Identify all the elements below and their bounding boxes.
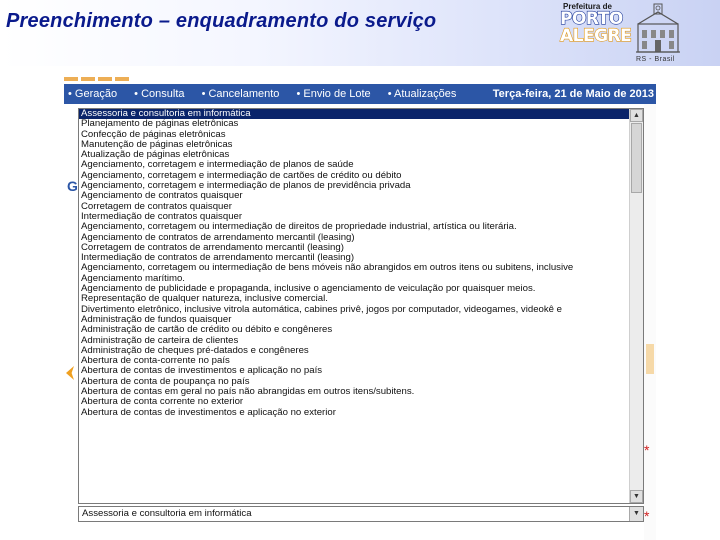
list-item[interactable]: Agenciamento de publicidade e propaganda, inclusive o agenciamento de veiculação por quaisquer meios. xyxy=(81,284,536,295)
list-item[interactable]: Agenciamento de contratos quaisquer xyxy=(81,191,243,202)
list-item[interactable]: Administração de cartão de crédito ou débito e congêneres xyxy=(81,325,333,336)
list-item[interactable]: Corretagem de contratos quaisquer xyxy=(81,201,232,212)
list-item[interactable]: Agenciamento, corretagem ou intermediação de bens móveis não abrangidos em outros itens ou subitens, inclusive xyxy=(81,263,574,274)
slide-header xyxy=(0,0,720,66)
list-item[interactable]: Abertura de conta-corrente no país xyxy=(81,356,230,367)
list-item[interactable]: Atualização de páginas eletrônicas xyxy=(81,150,230,161)
nav-bar xyxy=(64,84,656,104)
list-item[interactable]: Intermediação de contratos de arrendamento mercantil (leasing) xyxy=(81,253,355,264)
nav-geracao[interactable]: • Geração xyxy=(68,88,118,100)
list-item[interactable]: Abertura de conta de poupança no país xyxy=(81,376,250,387)
list-item[interactable]: Planejamento de páginas eletrônicas xyxy=(81,119,239,130)
nav-envio-de-lote[interactable]: • Envio de Lote xyxy=(296,88,371,100)
service-listbox[interactable] xyxy=(78,108,644,504)
scroll-thumb[interactable] xyxy=(631,123,642,193)
list-item[interactable]: Intermediação de contratos quaisquer xyxy=(81,211,243,222)
required-asterisk-icon: * xyxy=(644,442,650,458)
background-letter: G xyxy=(67,178,78,194)
background-left-edge xyxy=(64,104,78,540)
required-asterisk-icon: * xyxy=(644,508,650,524)
list-item[interactable]: Agenciamento, corretagem ou intermediação de direitos de propriedade industrial, artística ou literária. xyxy=(81,222,517,233)
list-item[interactable]: Agenciamento, corretagem e intermediação de planos de previdência privada xyxy=(81,181,411,192)
list-item[interactable]: Assessoria e consultoria em informática xyxy=(79,109,629,119)
slide-title: Preenchimento – enquadramento do serviço xyxy=(6,10,437,32)
list-item[interactable]: Manutenção de páginas eletrônicas xyxy=(81,139,233,150)
list-item[interactable]: Agenciamento marítimo. xyxy=(81,273,185,284)
background-bar xyxy=(646,344,654,374)
chevron-down-icon[interactable]: ▼ xyxy=(629,507,643,521)
current-date: Terça-feira, 21 de Maio de 2013 xyxy=(492,88,654,100)
list-item[interactable]: Administração de carteira de clientes xyxy=(81,335,239,346)
list-item[interactable]: Agenciamento, corretagem e intermediação de cartões de crédito ou débito xyxy=(81,170,402,181)
list-item[interactable]: Abertura de contas de investimentos e aplicação no exterior xyxy=(81,407,336,418)
list-item[interactable]: Agenciamento, corretagem e intermediação de planos de saúde xyxy=(81,160,354,171)
app-screenshot xyxy=(64,66,656,540)
list-item[interactable]: Divertimento eletrônico, inclusive vitrola automática, cabines privê, jogos por computador, videogames, videokê e xyxy=(81,304,562,315)
background-right-edge xyxy=(644,104,656,540)
list-item[interactable]: Agenciamento de contratos de arrendamento mercantil (leasing) xyxy=(81,232,355,243)
nav-cancelamento[interactable]: • Cancelamento xyxy=(201,88,280,100)
service-select-value: Assessoria e consultoria em informática xyxy=(82,508,252,519)
top-decoration xyxy=(64,68,144,78)
list-item[interactable]: Corretagem de contratos de arrendamento mercantil (leasing) xyxy=(81,242,344,253)
scroll-down-button[interactable]: ▼ xyxy=(630,490,643,503)
nav-consulta[interactable]: • Consulta xyxy=(134,88,185,100)
list-item[interactable]: Confecção de páginas eletrônicas xyxy=(81,129,226,140)
city-hall-emblem-icon xyxy=(634,2,682,58)
list-item[interactable]: Representação de qualquer natureza, inclusive comercial. xyxy=(81,294,328,305)
service-list xyxy=(79,109,629,503)
logo-line1: Prefeitura de xyxy=(563,2,612,11)
prefeitura-logo xyxy=(560,2,632,62)
service-select[interactable] xyxy=(78,506,644,522)
logo-line3: ALEGRE xyxy=(560,26,632,46)
logo-country: RS - Brasil xyxy=(636,56,675,63)
list-item[interactable]: Administração de fundos quaisquer xyxy=(81,314,232,325)
nav-atualizacoes[interactable]: • Atualizações xyxy=(387,88,457,100)
chevron-left-icon xyxy=(66,366,74,380)
list-item[interactable]: Administração de cheques pré-datados e congêneres xyxy=(81,345,309,356)
logo-line2: PORTO xyxy=(560,9,623,29)
list-item[interactable]: Abertura de conta corrente no exterior xyxy=(81,397,244,408)
list-item[interactable]: Abertura de contas em geral no país não abrangidas em outros itens/subitens. xyxy=(81,387,415,398)
scroll-up-button[interactable]: ▲ xyxy=(630,109,643,122)
list-item[interactable]: Abertura de contas de investimentos e aplicação no país xyxy=(81,366,323,377)
vertical-scrollbar[interactable] xyxy=(629,109,643,503)
